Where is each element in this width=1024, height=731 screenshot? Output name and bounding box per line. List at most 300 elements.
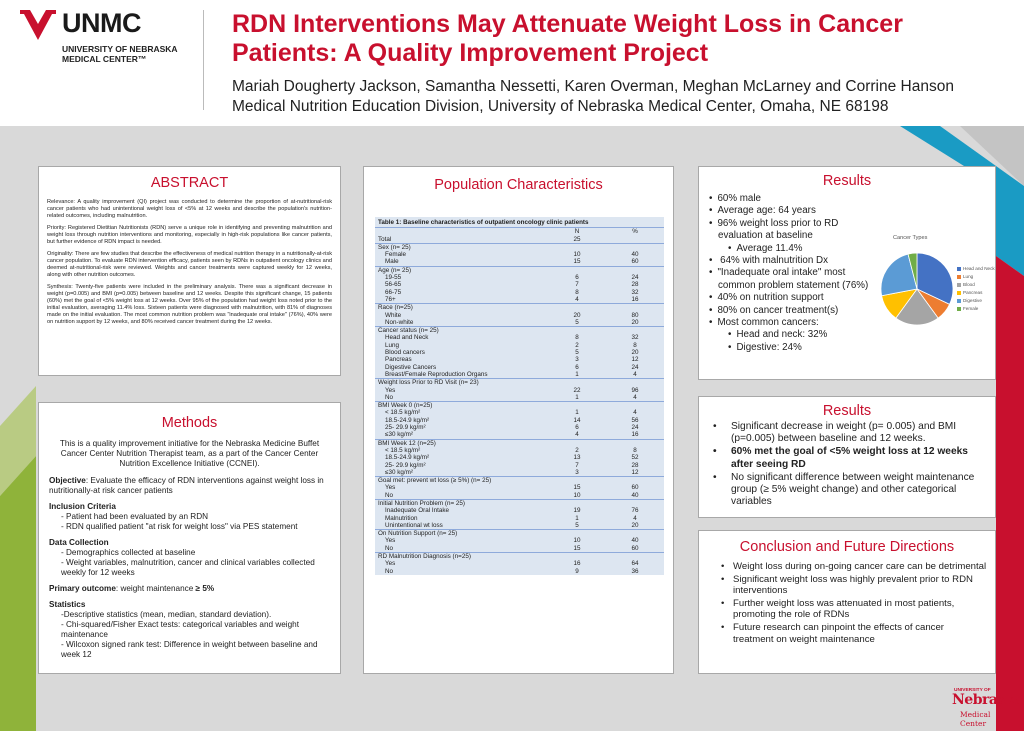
table-cell-label: Cancer status (n= 25): [375, 327, 548, 335]
bullet-icon: •: [709, 193, 713, 204]
abstract-relevance: Relevance: A quality improvement (QI) project was conducted to determine the proportion of at-nutritional-risk cancer patients who had unintentional weight loss of <5% at 12 weeks and describe the population's nutrition-related outcomes, including malnutrition.: [47, 199, 332, 219]
table-group-row: [375, 477, 664, 485]
conclusion-list: [707, 561, 987, 645]
table-cell-label: Yes: [385, 537, 396, 545]
results-summary-text: 40% on nutrition support: [717, 292, 824, 304]
table-cell-label: White: [385, 311, 402, 319]
bullet-icon: •: [721, 573, 725, 585]
results-summary-text: 60% male: [717, 193, 762, 204]
table-cell-pct: 76: [631, 507, 639, 515]
table-cell-n: 6: [575, 274, 579, 282]
table-cell-pct: 28: [631, 461, 639, 469]
table-cell-pct: [606, 477, 664, 485]
table-row: [375, 371, 664, 379]
table-group-row: [375, 243, 664, 251]
table-cell-label: No: [385, 544, 394, 552]
table-cell-n: 4: [575, 431, 579, 439]
legend-entry: [957, 265, 995, 273]
table-cell-n: 10: [573, 537, 581, 545]
table-row: [375, 236, 664, 244]
table-row: [375, 447, 664, 454]
primary-outcome-label: Primary outcome: [49, 584, 116, 593]
table-cell-pct: 32: [631, 334, 639, 342]
bullet-icon: •: [728, 329, 732, 341]
table-cell-n: 8: [575, 334, 579, 342]
methods-objective: [49, 476, 330, 496]
table-cell-label: Blood cancers: [385, 349, 425, 357]
conclusion-text: Weight loss during on-going cancer care can be detrimental: [733, 561, 987, 572]
table-cell-label: < 18.5 kg/m²: [385, 446, 421, 454]
nebraska-logo-sub: Medical Center: [960, 710, 991, 728]
table-cell-n: 6: [575, 424, 579, 432]
methods-panel: [38, 402, 341, 674]
header-divider: [203, 10, 204, 110]
table-cell-pct: 20: [631, 318, 639, 326]
bullet-icon: •: [721, 561, 725, 572]
results-summary-text: "Inadequate oral intake" most common problem statement (76%): [717, 267, 869, 291]
legend-label: Female: [963, 306, 979, 311]
table-row: [375, 364, 664, 371]
table-cell-pct: [606, 402, 664, 410]
table-cell-n: [548, 553, 606, 561]
population-panel: [363, 166, 674, 674]
results-summary-text: Most common cancers:: [717, 317, 819, 329]
table-cell-n: 1: [575, 370, 579, 378]
results-summary-text: 64% with malnutrition Dx: [717, 255, 828, 267]
table-cell-pct: 20: [631, 349, 639, 357]
results-detail-text: No significant difference between weight maintenance group (≥ 5% weight change) and other categorical variables: [731, 471, 975, 508]
table-group-row: [375, 439, 664, 447]
bullet-icon: •: [721, 597, 725, 609]
table-caption: Table 1: Baseline characteristics of outpatient oncology clinic patients: [375, 217, 664, 228]
table-group-row: [375, 402, 664, 410]
cancer-types-chart: [877, 235, 993, 335]
results-detail-text: Significant decrease in weight (p= 0.005) and BMI (p=0.005) between baseline and 12 weeks.: [731, 421, 957, 445]
table-cell-pct: [606, 439, 664, 447]
table-cell-n: [548, 477, 606, 485]
table-cell-pct: 96: [631, 386, 639, 394]
table-cell-label: BMI Week 0 (n=25): [375, 402, 548, 410]
table-cell-pct: 60: [631, 544, 639, 552]
table-caption-row: [375, 217, 664, 228]
table-cell-pct: [606, 266, 664, 274]
table-cell-label: Malnutrition: [385, 514, 418, 522]
table-cell-n: [548, 379, 606, 387]
legend-label: Pancreas: [963, 290, 983, 295]
results-summary-text: Head and neck: 32%: [736, 329, 828, 341]
data-collection-item: - Demographics collected at baseline: [61, 548, 196, 557]
table-cell-pct: 16: [631, 431, 639, 439]
nebraska-medicine-logo: [952, 688, 1023, 728]
primary-outcome-value: ≥ 5%: [195, 584, 215, 593]
table-cell-pct: 60: [631, 258, 639, 266]
objective-text: : Evaluate the efficacy of RDN interventions against weight loss in nutritionally-at risk cancer patients: [49, 476, 324, 495]
table-cell-n: 16: [573, 560, 581, 568]
table-row: [375, 484, 664, 491]
table-row: [375, 274, 664, 281]
table-row: [375, 334, 664, 341]
table-cell-n: 7: [575, 461, 579, 469]
inclusion-heading: Inclusion Criteria: [49, 502, 116, 511]
table-cell-n: 2: [575, 446, 579, 454]
table-cell-label: 66-75: [385, 288, 402, 296]
bullet-icon: •: [709, 317, 713, 329]
conclusion-title: Conclusion and Future Directions: [739, 539, 955, 555]
table-cell-label: Head and Neck: [385, 334, 429, 342]
conclusion-item: [707, 622, 987, 645]
table-cell-label: Weight loss Prior to RD Visit (n= 23): [375, 379, 548, 387]
results-summary-item: [707, 205, 877, 217]
table-row: [375, 537, 664, 544]
legend-entry: [957, 273, 995, 281]
table-cell-label: RD Malnutrition Diagnosis (n=25): [375, 553, 548, 561]
table-cell-label: Female: [385, 251, 406, 259]
legend-entry: [957, 305, 995, 313]
table-cell-pct: 12: [631, 356, 639, 364]
table-cell-pct: 32: [631, 288, 639, 296]
table-cell-pct: [606, 236, 664, 244]
results-summary-item: [707, 292, 877, 304]
table-row: [375, 251, 664, 258]
table-cell-pct: [606, 243, 664, 251]
table-cell-label: ≤30 kg/m²: [385, 468, 413, 476]
table-cell-n: 6: [575, 363, 579, 371]
table-cell-n: 13: [573, 454, 581, 462]
inclusion-item: - Patient had been evaluated by an RDN: [61, 512, 209, 521]
table-row: [375, 281, 664, 288]
table-cell-pct: 24: [631, 274, 639, 282]
table-row: [375, 431, 664, 439]
legend-label: Digestive: [963, 298, 982, 303]
table-cell-n: 10: [573, 251, 581, 259]
table-row: [375, 296, 664, 304]
cancer-types-pie: [877, 249, 957, 329]
results-summary-list: [707, 193, 877, 354]
nebraska-logo-small: UNIVERSITY OF: [954, 688, 991, 693]
table-cell-label: 18.5-24.9 kg/m²: [385, 454, 430, 462]
table-cell-label: 76+: [385, 295, 396, 303]
methods-title: Methods: [161, 415, 218, 431]
table-cell-pct: 28: [631, 281, 639, 289]
table-cell-label: No: [385, 393, 394, 401]
table-row: [375, 319, 664, 327]
table-cell-pct: 80: [631, 311, 639, 319]
table-cell-n: 2: [575, 341, 579, 349]
table-cell-label: No: [385, 491, 394, 499]
table-cell-label: Digestive Cancers: [385, 363, 437, 371]
conclusion-item: [707, 598, 987, 621]
table-cell-n: 5: [575, 521, 579, 529]
table-cell-n: [548, 499, 606, 507]
bullet-icon: •: [709, 267, 713, 279]
table-cell-n: 5: [575, 349, 579, 357]
table-row: [375, 349, 664, 356]
table-cell-n: [548, 266, 606, 274]
results-detail-text: 60% met the goal of <5% weight loss at 12 weeks after seeing RD: [731, 446, 968, 470]
poster-header: [0, 0, 1024, 126]
table-cell-pct: 4: [633, 514, 637, 522]
table-cell-label: < 18.5 kg/m²: [385, 409, 421, 417]
table-row: [375, 289, 664, 296]
data-collection-item: - Weight variables, malnutrition, cancer and clinical variables collected weekly for 12 weeks: [61, 558, 315, 577]
table-group-row: [375, 499, 664, 507]
conclusion-panel: [698, 530, 996, 674]
statistics-item: -Descriptive statistics (mean, median, standard deviation).: [61, 610, 272, 619]
table-cell-n: 15: [573, 484, 581, 492]
inclusion-item: - RDN qualified patient "at risk for weight loss" via PES statement: [61, 522, 298, 531]
table-group-row: [375, 266, 664, 274]
table-cell-label: Age (n= 25): [375, 266, 548, 274]
table-row: [375, 560, 664, 567]
methods-intro: This is a quality improvement initiative for the Nebraska Medicine Buffet Cancer Center Nutrition Therapist team, as a part of the Cancer Center Nutrition Excellence Initiative (CCNEI).: [59, 439, 320, 468]
table-row: [375, 387, 664, 394]
nebraska-logo-big: Nebraska: [952, 692, 1023, 708]
table-cell-label: Unintentional wt loss: [385, 521, 443, 529]
table-cell-label: Yes: [385, 560, 396, 568]
table-cell-pct: 4: [633, 370, 637, 378]
table-cell-pct: [606, 553, 664, 561]
table-cell-pct: [606, 499, 664, 507]
legend-label: Head and Neck: [963, 266, 995, 271]
table-group-row: [375, 379, 664, 387]
conclusion-item: [707, 561, 987, 573]
table-cell-label: 25- 29.9 kg/m²: [385, 461, 426, 469]
table-cell-pct: 36: [631, 567, 639, 575]
conclusion-text: Future research can pinpoint the effects of cancer treatment on weight maintenance: [733, 621, 945, 645]
table-cell-pct: 24: [631, 424, 639, 432]
results-summary-text: 96% weight loss prior to RD evaluation at baseline: [717, 217, 839, 242]
table-cell-pct: 8: [633, 341, 637, 349]
table-group-row: [375, 304, 664, 312]
table-cell-pct: 4: [633, 409, 637, 417]
table-cell-pct: 24: [631, 363, 639, 371]
table-cell-label: Total: [378, 235, 392, 243]
bullet-icon: •: [728, 242, 732, 254]
table-group-row: [375, 327, 664, 335]
results-summary-text: Average 11.4%: [736, 242, 803, 254]
table-cell-n: [548, 439, 606, 447]
table-cell-label: ≤30 kg/m²: [385, 431, 413, 439]
table-cell-label: BMI Week 12 (n=25): [375, 439, 548, 447]
table-row: [375, 462, 664, 469]
population-title: Population Characteristics: [434, 177, 603, 193]
table-cell-label: Lung: [385, 341, 400, 349]
table-cell-label: Male: [385, 258, 399, 266]
abstract-originality: Originality: There are few studies that describe the effectiveness of medical nutrition therapy in a nutritionally-at-risk cancer population. To evaluate RDN intervention efficacy, patients seen by RDNs in outpatient oncology clinics and deemed at-nutritional-risk were reviewed. Weights and cancer treatments were captured weekly for 12 weeks, along with other nutrition outcomes.: [47, 251, 332, 278]
logo-subtitle: UNIVERSITY OF NEBRASKA MEDICAL CENTER™: [62, 44, 178, 64]
legend-entry: [957, 281, 995, 289]
table-cell-label: 25- 29.9 kg/m²: [385, 424, 426, 432]
results-summary-title: Results: [822, 173, 872, 189]
table-group-row: [375, 530, 664, 538]
table-cell-n: 9: [575, 567, 579, 575]
results-summary-text: Average age: 64 years: [717, 205, 816, 217]
table-cell-pct: [606, 530, 664, 538]
table-cell-n: 22: [573, 386, 581, 394]
abstract-priority: Priority: Registered Dietitian Nutritionists (RDN) serve a unique role in identifying and preventing malnutrition and weight loss through nutrition interventions and monitoring, especially in high-risk populations like cancer patients, but further evidence of RDN impact is needed.: [47, 225, 332, 245]
results-summary-panel: [698, 166, 996, 380]
table-cell-label: 18.5-24.9 kg/m²: [385, 416, 430, 424]
poster-authors: Mariah Dougherty Jackson, Samantha Nessetti, Karen Overman, Meghan McLarney and Corrine Hanson: [232, 78, 954, 95]
objective-label: Objective: [49, 476, 86, 485]
table-header-row: [375, 228, 664, 236]
table-cell-pct: 52: [631, 454, 639, 462]
bullet-icon: •: [713, 471, 717, 483]
results-detail-panel: [698, 396, 996, 518]
table-cell-pct: 56: [631, 416, 639, 424]
table-cell-n: [548, 327, 606, 335]
table-cell-n: [548, 530, 606, 538]
logo-text: UNMC: [62, 8, 141, 38]
table-cell-n: 7: [575, 281, 579, 289]
table-row: [375, 394, 664, 402]
table-row: [375, 469, 664, 477]
table-cell-n: 8: [575, 288, 579, 296]
table-row: [375, 507, 664, 514]
unmc-n-logo-icon: [20, 10, 56, 42]
table-cell-n: 20: [573, 311, 581, 319]
chart-title: Cancer Types: [893, 235, 928, 241]
table-cell-pct: [606, 304, 664, 312]
table-cell-n: 14: [573, 416, 581, 424]
table-cell-label: Initial Nutrition Problem (n= 25): [375, 499, 548, 507]
results-detail-item: [707, 446, 987, 470]
table-cell-label: Pancreas: [385, 356, 412, 364]
table-cell-n: 1: [575, 393, 579, 401]
legend-swatch: [957, 307, 961, 311]
table-row: [375, 568, 664, 575]
table-cell-pct: 12: [631, 468, 639, 476]
table-cell-pct: 4: [633, 393, 637, 401]
table-row: [375, 312, 664, 319]
table-row: [375, 515, 664, 522]
table-row: [375, 417, 664, 424]
table-row: [375, 454, 664, 461]
table-cell-n: 15: [573, 544, 581, 552]
table-cell-label: Yes: [385, 484, 396, 492]
table-row: [375, 424, 664, 431]
bullet-icon: •: [709, 292, 713, 304]
abstract-panel: [38, 166, 341, 376]
table-header-n: N: [574, 228, 580, 236]
results-summary-item: [707, 342, 877, 354]
table-cell-pct: 64: [631, 560, 639, 568]
data-collection-heading: Data Collection: [49, 538, 109, 547]
results-detail-title: Results: [822, 403, 872, 419]
table-cell-pct: 16: [631, 295, 639, 303]
results-summary-item: [707, 193, 877, 205]
table-cell-label: Sex (n= 25): [375, 243, 548, 251]
poster-title: RDN Interventions May Attenuate Weight Loss in Cancer Patients: A Quality Improvement Project: [232, 10, 903, 67]
table-cell-n: 3: [575, 468, 579, 476]
bullet-icon: •: [709, 255, 713, 267]
table-cell-n: 1: [575, 409, 579, 417]
bullet-icon: •: [709, 217, 713, 229]
poster-affiliation: Medical Nutrition Education Division, University of Nebraska Medical Center, Omaha, NE 68198: [232, 98, 889, 115]
table-cell-n: [548, 304, 606, 312]
table-cell-label: Race (n=25): [375, 304, 548, 312]
conclusion-text: Significant weight loss was highly prevalent prior to RDN interventions: [733, 573, 973, 597]
table-cell-label: Yes: [385, 386, 396, 394]
table-group-row: [375, 553, 664, 561]
results-summary-item: [707, 305, 877, 317]
abstract-title: ABSTRACT: [150, 175, 229, 191]
table-cell-n: 19: [573, 507, 581, 515]
bullet-icon: •: [709, 304, 713, 316]
table-row: [375, 342, 664, 349]
legend-swatch: [957, 267, 961, 271]
abstract-synthesis: Synthesis: Twenty-five patients were included in the preliminary analysis. There was a significant decrease in weight (p=0.005) and BMI (p=0.005) between baseline and 12 weeks. Despite this significant change, 15 patients (60%) met the goal of <5% weight loss at 12 weeks. Over 95% of the population had weight loss noted prior to the initial evaluation, averaging 11.4% loss. Sixteen patients were diagnosed with malnutrition, with 81% of diagnoses made on the initial evaluation. The most common nutrition problem was "inadequate oral intake" (76%), 40% were on nutrition support by 12 weeks, and 80% received cancer treatment during the 12 weeks.: [47, 284, 332, 325]
results-summary-text: 80% on cancer treatment(s): [717, 304, 839, 316]
table-cell-label: On Nutrition Support (n= 25): [375, 530, 548, 538]
table-cell-label: Breast/Female Reproduction Organs: [385, 370, 488, 378]
table-cell-label: Inadequate Oral Intake: [385, 507, 450, 515]
results-detail-item: [707, 472, 987, 509]
table-cell-label: No: [385, 567, 394, 575]
results-summary-item: [707, 218, 877, 243]
results-detail-item: [707, 421, 987, 445]
table-cell-pct: 40: [631, 251, 639, 259]
table-cell-label: Goal met: prevent wt loss (≥ 5%) (n= 25): [375, 477, 548, 485]
table-cell-n: 5: [575, 318, 579, 326]
table-row: [375, 258, 664, 266]
results-summary-item: [707, 255, 877, 267]
table-header-label: [375, 228, 548, 236]
table-cell-n: 10: [573, 491, 581, 499]
legend-swatch: [957, 283, 961, 287]
table-row: [375, 545, 664, 553]
results-summary-item: [707, 329, 877, 341]
bullet-icon: •: [713, 446, 717, 458]
legend-label: Lung: [963, 274, 974, 279]
conclusion-item: [707, 574, 987, 597]
table-row: [375, 356, 664, 363]
methods-primary-outcome: [49, 584, 330, 594]
table-header-pct: %: [632, 228, 638, 236]
legend-label: Blood: [963, 282, 975, 287]
bullet-icon: •: [728, 341, 732, 353]
bullet-icon: •: [721, 621, 725, 633]
statistics-heading: Statistics: [49, 600, 86, 609]
results-summary-item: [707, 243, 877, 255]
table-cell-pct: 40: [631, 537, 639, 545]
results-detail-list: [707, 421, 987, 508]
table-row: [375, 522, 664, 530]
table-cell-pct: [606, 327, 664, 335]
table-cell-pct: 60: [631, 484, 639, 492]
legend-entry: [957, 289, 995, 297]
table-cell-n: 15: [573, 258, 581, 266]
results-summary-text: Digestive: 24%: [736, 341, 802, 353]
table-cell-pct: 20: [631, 521, 639, 529]
table-row: [375, 492, 664, 500]
legend-entry: [957, 297, 995, 305]
legend-swatch: [957, 291, 961, 295]
legend-swatch: [957, 275, 961, 279]
baseline-characteristics-table: [375, 217, 664, 575]
table-cell-label: 19-55: [385, 274, 402, 282]
table-row: [375, 409, 664, 416]
table-cell-n: 4: [575, 295, 579, 303]
table-cell-pct: 8: [633, 446, 637, 454]
results-summary-item: [707, 267, 877, 292]
table-cell-n: 3: [575, 356, 579, 364]
bullet-icon: •: [709, 205, 713, 217]
table-cell-n: 25: [573, 235, 581, 243]
table-cell-n: 1: [575, 514, 579, 522]
table-cell-label: 56-65: [385, 281, 402, 289]
table-cell-pct: [606, 379, 664, 387]
